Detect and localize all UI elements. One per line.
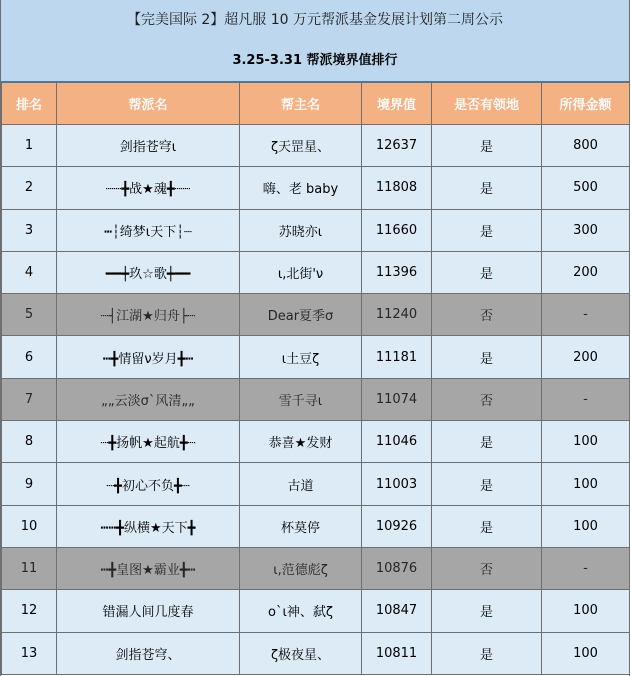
guild-name-cell: ┈╋初心不负╋┈	[57, 463, 240, 505]
guild-name-cell: 错漏人间几度春	[57, 590, 240, 632]
rank-cell: 10	[2, 505, 57, 547]
amount-cell: 100	[542, 632, 630, 674]
table-row	[2, 378, 630, 420]
realm-value-cell: 11660	[362, 209, 432, 251]
realm-value-cell: 10847	[362, 590, 432, 632]
leader-name-cell: 古道	[240, 463, 362, 505]
territory-cell: 否	[432, 378, 542, 420]
table-header-row	[2, 83, 630, 125]
leader-name-cell: 雪千寻ι	[240, 378, 362, 420]
territory-cell: 是	[432, 251, 542, 293]
column-header-leader: 帮主名	[240, 83, 362, 125]
territory-cell: 是	[432, 590, 542, 632]
rank-cell: 4	[2, 251, 57, 293]
leader-name-cell: 苏晓亦ι	[240, 209, 362, 251]
territory-cell: 是	[432, 505, 542, 547]
ranking-table	[1, 82, 630, 675]
table-row	[2, 336, 630, 378]
leader-name-cell: 嗨、老 baby	[240, 167, 362, 209]
column-header-rank: 排名	[2, 83, 57, 125]
realm-value-cell: 11074	[362, 378, 432, 420]
territory-cell: 是	[432, 463, 542, 505]
guild-name-cell: ┅┅╋纵横★天下╋	[57, 505, 240, 547]
table-row	[2, 125, 630, 167]
rank-cell: 2	[2, 167, 57, 209]
amount-cell: 500	[542, 167, 630, 209]
amount-cell: 100	[542, 505, 630, 547]
column-header-guild: 帮派名	[57, 83, 240, 125]
amount-cell: 100	[542, 421, 630, 463]
table-body	[2, 125, 630, 675]
guild-name-cell: ━━┿玖☆歌┿━━	[57, 251, 240, 293]
amount-cell: 200	[542, 251, 630, 293]
table-row	[2, 590, 630, 632]
territory-cell: 否	[432, 294, 542, 336]
territory-cell: 是	[432, 336, 542, 378]
guild-name-cell: „„云淡σ`风清„„	[57, 378, 240, 420]
leader-name-cell: ο`ι神、弑ζ	[240, 590, 362, 632]
guild-name-cell: ┈┤江湖★归舟├┈	[57, 294, 240, 336]
guild-name-cell: 剑指苍穹ι	[57, 125, 240, 167]
territory-cell: 是	[432, 209, 542, 251]
amount-cell: -	[542, 378, 630, 420]
page-subtitle: 3.25-3.31 帮派境界值排行	[232, 53, 398, 68]
rank-cell: 5	[2, 294, 57, 336]
table-row	[2, 251, 630, 293]
guild-name-cell: 剑指苍穹、	[57, 632, 240, 674]
amount-cell: 100	[542, 590, 630, 632]
amount-cell: 300	[542, 209, 630, 251]
leader-name-cell: Dear‌夏季σ	[240, 294, 362, 336]
leader-name-cell: ζ极夜星、	[240, 632, 362, 674]
realm-value-cell: 11046	[362, 421, 432, 463]
amount-cell: -	[542, 547, 630, 589]
table-row	[2, 167, 630, 209]
table-row	[2, 632, 630, 674]
realm-value-cell: 10876	[362, 547, 432, 589]
amount-cell: 200	[542, 336, 630, 378]
table-row	[2, 421, 630, 463]
rank-cell: 9	[2, 463, 57, 505]
realm-value-cell: 12637	[362, 125, 432, 167]
realm-value-cell: 10926	[362, 505, 432, 547]
rank-cell: 1	[2, 125, 57, 167]
column-header-territory: 是否有领地	[432, 83, 542, 125]
sheet-header	[1, 0, 629, 82]
realm-value-cell: 11808	[362, 167, 432, 209]
realm-value-cell: 11240	[362, 294, 432, 336]
table-row	[2, 209, 630, 251]
territory-cell: 是	[432, 421, 542, 463]
rank-cell: 12	[2, 590, 57, 632]
table-row	[2, 463, 630, 505]
table-row	[2, 294, 630, 336]
guild-name-cell: ┈┈╋战★魂╋┈┈	[57, 167, 240, 209]
rank-cell: 7	[2, 378, 57, 420]
table-row	[2, 505, 630, 547]
guild-name-cell: ┅╋皇图★霸业╋┅	[57, 547, 240, 589]
amount-cell: 100	[542, 463, 630, 505]
territory-cell: 是	[432, 167, 542, 209]
realm-value-cell: 11396	[362, 251, 432, 293]
rank-cell: 6	[2, 336, 57, 378]
leader-name-cell: ι土豆ζ	[240, 336, 362, 378]
rank-cell: 3	[2, 209, 57, 251]
leader-name-cell: ι,范德彪ζ	[240, 547, 362, 589]
page-title: 【完美国际 2】超凡服 10 万元帮派基金发展计划第二周公示	[126, 12, 504, 28]
leader-name-cell: ζ天罡星、	[240, 125, 362, 167]
realm-value-cell: 11003	[362, 463, 432, 505]
realm-value-cell: 10811	[362, 632, 432, 674]
guild-name-cell: ┅╋情留ν岁月╋┅	[57, 336, 240, 378]
column-header-value: 境界值	[362, 83, 432, 125]
column-header-amount: 所得金额	[542, 83, 630, 125]
guild-name-cell: ┅┆绮梦ι天下┆┈	[57, 209, 240, 251]
realm-value-cell: 11181	[362, 336, 432, 378]
rank-cell: 11	[2, 547, 57, 589]
table-row	[2, 547, 630, 589]
leader-name-cell: 杯莫停	[240, 505, 362, 547]
territory-cell: 否	[432, 547, 542, 589]
amount-cell: -	[542, 294, 630, 336]
guild-name-cell: ┈╋扬帆★起航╋┈	[57, 421, 240, 463]
leader-name-cell: 恭喜★发财	[240, 421, 362, 463]
rank-cell: 13	[2, 632, 57, 674]
territory-cell: 是	[432, 632, 542, 674]
amount-cell: 800	[542, 125, 630, 167]
leader-name-cell: ι,北街'ν	[240, 251, 362, 293]
territory-cell: 是	[432, 125, 542, 167]
rank-cell: 8	[2, 421, 57, 463]
